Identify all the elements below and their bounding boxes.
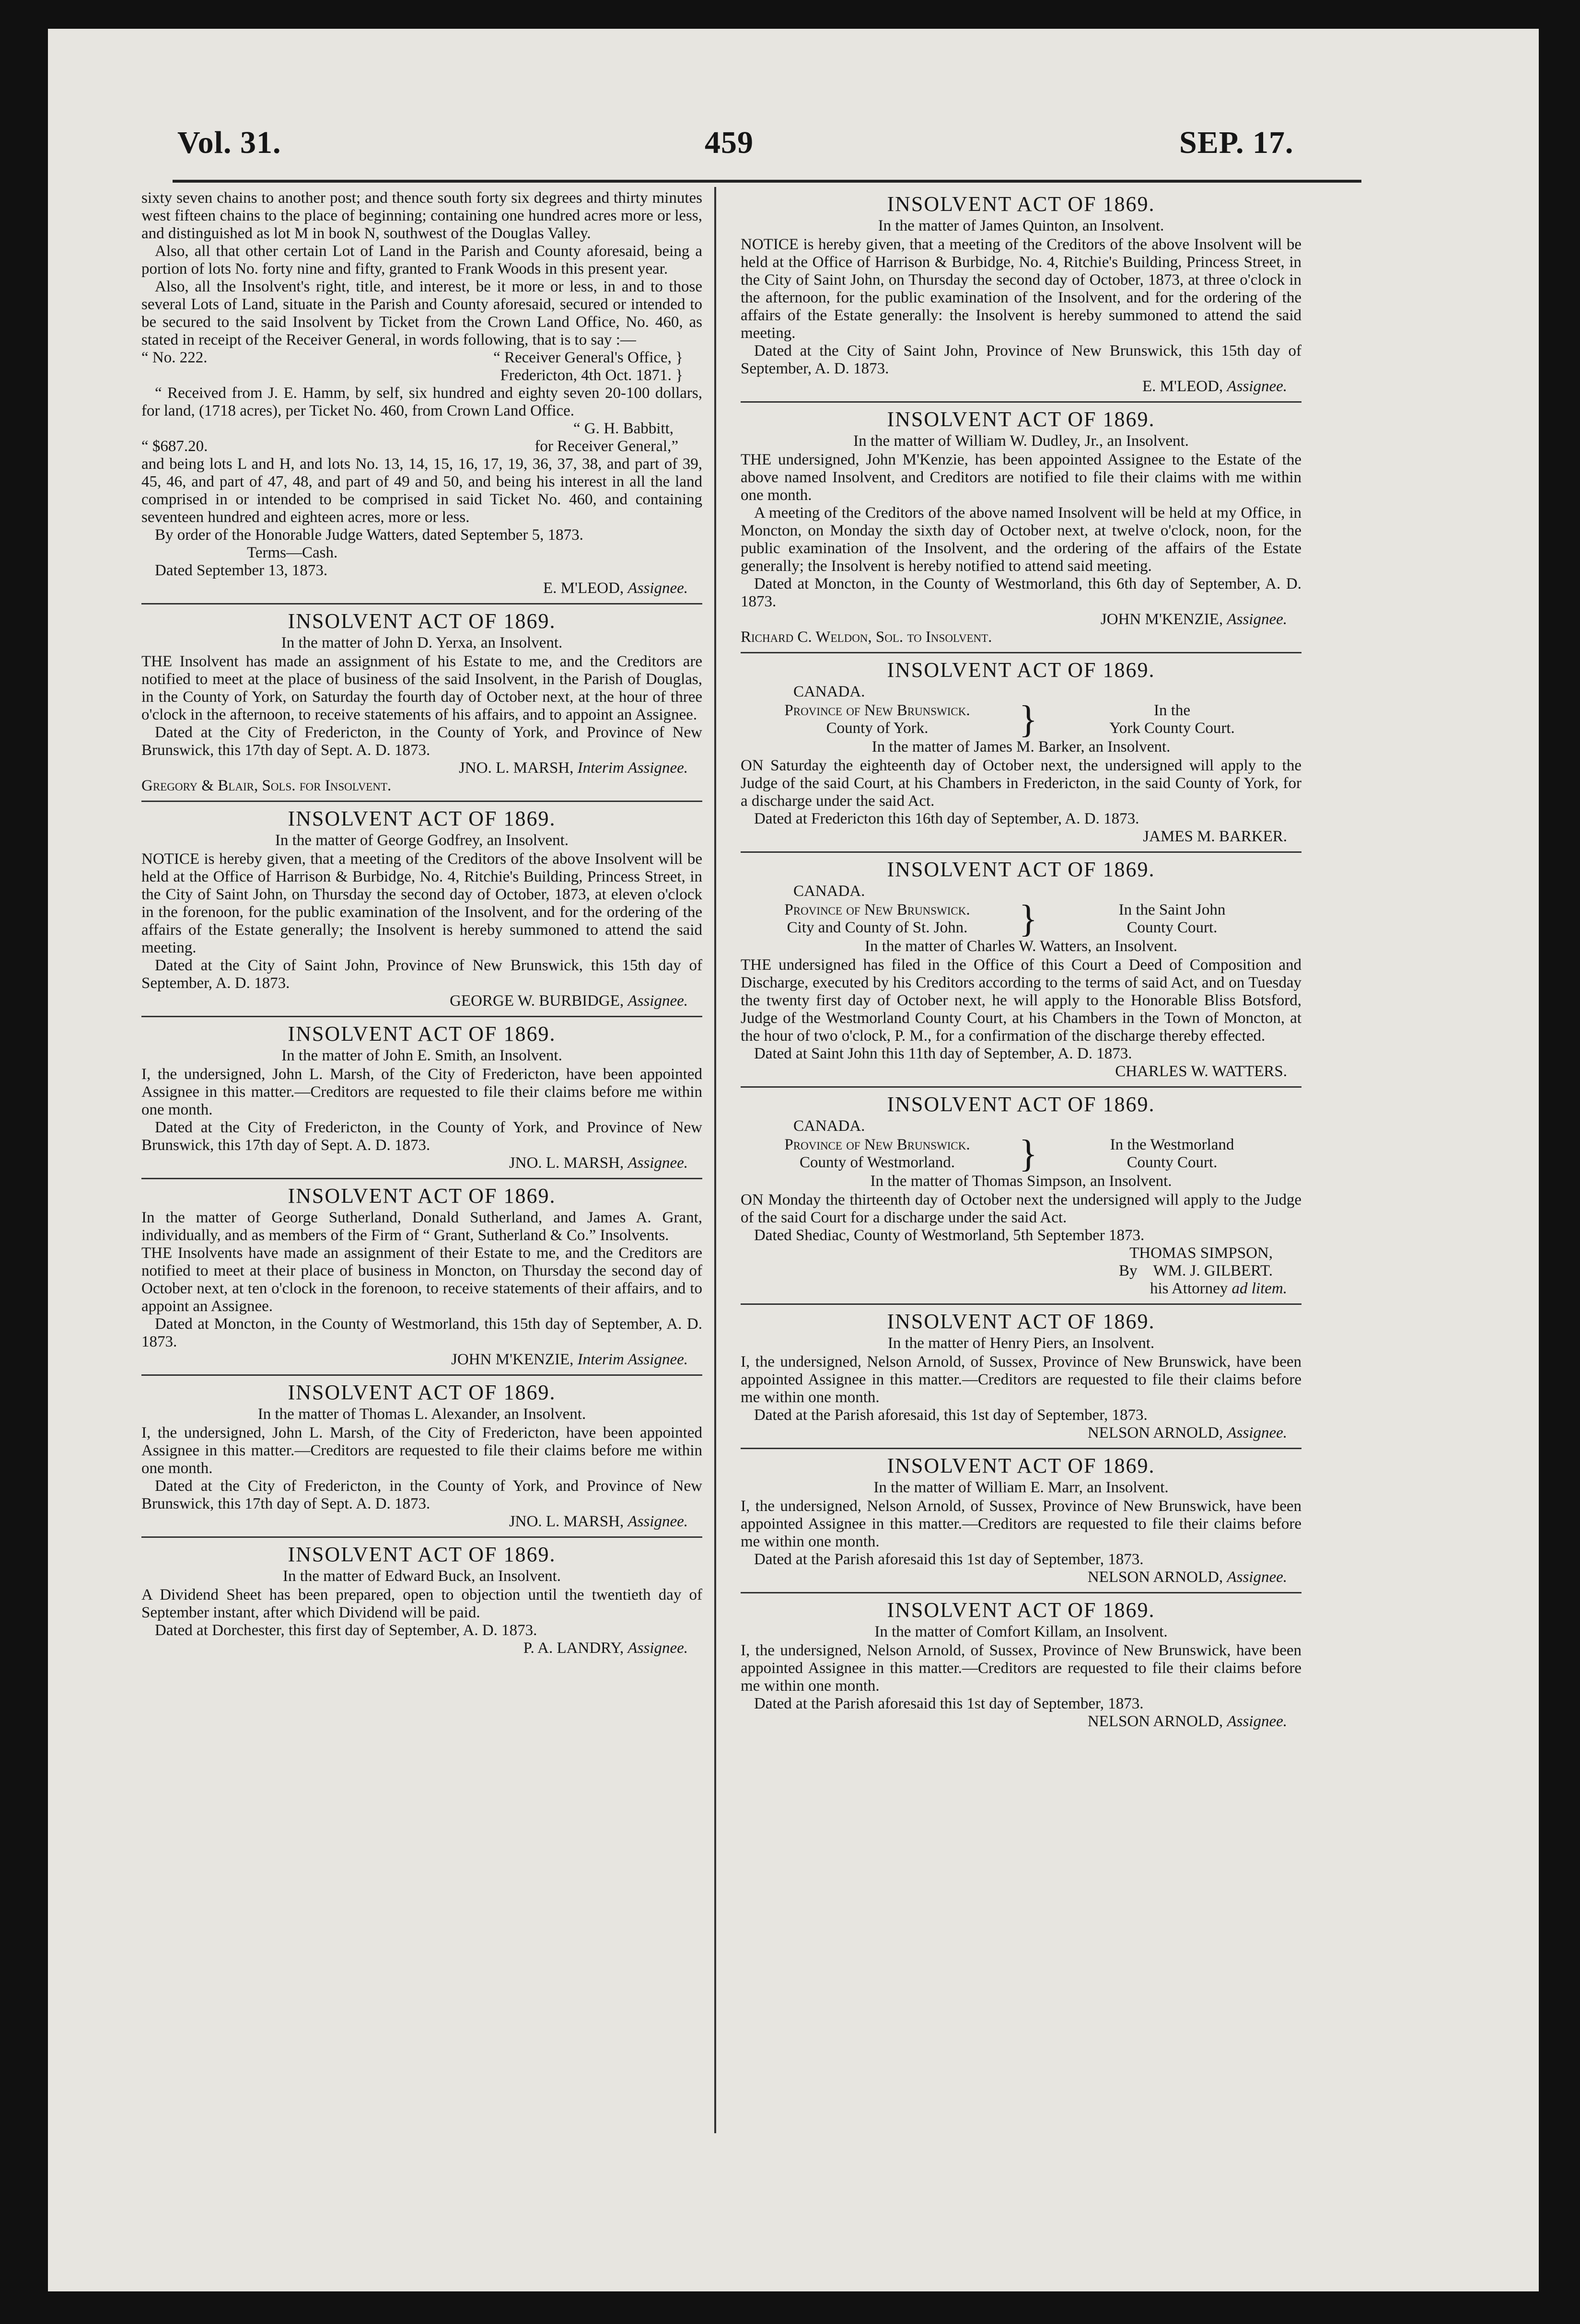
paragraph: Also, all that other certain Lot of Land in the Parish and County aforesaid, being a portion of lots No. forty nine and fifty, granted to Frank Woods in this present year.	[141, 243, 702, 278]
notice-quinton	[741, 192, 1301, 395]
notice-smith	[141, 1022, 702, 1172]
paragraph: “ Received from J. E. Hamm, by self, six hundred and eighty seven 20-100 dollars, for land, (1718 acres), per Ticket No. 460, from Crown Land Office.	[141, 384, 702, 419]
section-rule	[741, 851, 1301, 853]
notice-title: INSOLVENT ACT OF 1869.	[887, 1454, 1155, 1477]
signature: THOMAS SIMPSON,	[1129, 1244, 1273, 1262]
caption-right: In the Saint John County Court.	[1118, 901, 1226, 936]
notice-marr	[741, 1454, 1301, 1586]
left-column	[141, 189, 702, 1657]
dated-line: Dated at Moncton, in the County of Westmorland, this 15th day of September, A. D. 1873.	[141, 1315, 702, 1350]
solicitors: Gregory & Blair, Sols. for Insolvent.	[141, 777, 392, 794]
notice-body: THE Insolvent has made an assignment of his Estate to me, and the Creditors are notified to meet at the place of business of the said Insolvent, in the Parish of Douglas, in the County of York, on Saturday the fourth day of October next, at the hour of three o'clock in the afternoon, to receive statements of his affairs, and to appoint an Assignee.	[141, 653, 702, 723]
section-rule	[741, 1448, 1301, 1449]
section-rule	[741, 1592, 1301, 1593]
caption-left: Province of New Brunswick. County of Westmorland.	[784, 1136, 970, 1171]
solicitor: Richard C. Weldon, Sol. to Insolvent.	[741, 628, 992, 646]
notice-alexander	[141, 1381, 702, 1531]
signature: E. M'LEOD, Assignee.	[543, 580, 688, 597]
notice-title: INSOLVENT ACT OF 1869.	[887, 1598, 1155, 1622]
notice-title: INSOLVENT ACT OF 1869.	[288, 807, 556, 830]
section-rule	[141, 603, 702, 604]
receipt-signer: “ G. H. Babbitt,	[573, 420, 674, 437]
notice-body: ON Monday the thirteenth day of October next the undersigned will apply to the Judge of the said Court for a discharge under the said Act.	[741, 1191, 1301, 1226]
notice-title: INSOLVENT ACT OF 1869.	[288, 1543, 556, 1566]
notice-title: INSOLVENT ACT OF 1869.	[887, 858, 1155, 881]
signature: GEORGE W. BURBIDGE, Assignee.	[450, 992, 688, 1010]
signature: JOHN M'KENZIE, Assignee.	[1100, 611, 1287, 628]
section-rule	[741, 1303, 1301, 1305]
paragraph: sixty seven chains to another post; and thence south forty six degrees and thirty minutes west fifteen chains to the place of beginning; containing one hundred acres more or less, and distinguished as lot M in book N, southwest of the Douglas Valley.	[141, 189, 702, 242]
signature-role: his Attorney ad litem.	[1150, 1280, 1287, 1297]
brace: }	[1019, 698, 1038, 741]
dated-line: Dated at the Parish aforesaid, this 1st day of September, 1873.	[754, 1406, 1148, 1424]
caption-left: Province of New Brunswick. County of York.	[784, 702, 970, 737]
receipt-amount: “ $687.20.	[141, 438, 208, 455]
section-rule	[141, 1374, 702, 1376]
signature: E. M'LEOD, Assignee.	[1142, 378, 1287, 395]
section-rule	[141, 1178, 702, 1179]
brace: }	[1019, 1133, 1038, 1175]
notice-title: INSOLVENT ACT OF 1869.	[288, 1184, 556, 1208]
signature: NELSON ARNOLD, Assignee.	[1087, 1424, 1287, 1441]
receipt-amount-row	[141, 438, 702, 455]
paragraph: By order of the Honorable Judge Watters, dated September 5, 1873.	[155, 526, 583, 544]
dated-line: Dated at the City of Fredericton, in the County of York, and Province of New Brunswick, this 17th day of Sept. A. D. 1873.	[141, 724, 702, 759]
receipt-heading	[141, 349, 702, 367]
notice-title: INSOLVENT ACT OF 1869.	[288, 1022, 556, 1046]
dated-line: Dated at the City of Saint John, Province of New Brunswick, this 15th day of September, A. D. 1873.	[741, 342, 1301, 377]
notice-matter: In the matter of Thomas L. Alexander, an Insolvent.	[257, 1406, 586, 1423]
notice-body: NOTICE is hereby given, that a meeting of the Creditors of the above Insolvent will be held at the Office of Harrison & Burbidge, No. 4, Ritchie's Building, Princess Street, in the City of Saint John, on Thursday the second day of October, 1873, at eleven o'clock in the forenoon, for the public examination of the Insolvent, and for the ordering of the affairs of the Estate generally; the Insolvent is hereby summoned to attend the said meeting.	[141, 850, 702, 956]
signature: JAMES M. BARKER.	[1143, 828, 1287, 845]
notice-title: INSOLVENT ACT OF 1869.	[887, 192, 1155, 216]
notice-matter: In the matter of John D. Yerxa, an Insolvent.	[281, 634, 563, 651]
column-divider	[714, 187, 716, 2133]
receipt-office: “ Receiver General's Office, }	[493, 349, 683, 366]
notice-body: ON Saturday the eighteenth day of October next, the undersigned will apply to the Judge of the said Court, at his Chambers in Fredericton, in the said County of York, for a discharge under the said Act.	[741, 757, 1301, 810]
notice-body: I, the undersigned, John L. Marsh, of the City of Fredericton, have been appointed Assignee in this matter.—Creditors are requested to file their claims before me within one month.	[141, 1066, 702, 1118]
notice-body: I, the undersigned, John L. Marsh, of the City of Fredericton, have been appointed Assignee in this matter.—Creditors are requested to file their claims before me within one month.	[141, 1424, 702, 1477]
section-rule	[741, 1086, 1301, 1088]
court-caption	[741, 1133, 1301, 1175]
dated-line: Dated at Dorchester, this first day of September, A. D. 1873.	[155, 1622, 537, 1639]
dated-line: Dated at Saint John this 11th day of September, A. D. 1873.	[754, 1045, 1132, 1062]
dated-line: Dated at the Parish aforesaid this 1st day of September, 1873.	[754, 1695, 1144, 1712]
notice-dudley	[741, 407, 1301, 646]
notice-title: INSOLVENT ACT OF 1869.	[288, 1381, 556, 1404]
section-rule	[141, 1536, 702, 1538]
notice-matter: In the matter of James Quinton, an Insolvent.	[878, 217, 1164, 234]
canada-label: CANADA.	[793, 1117, 865, 1135]
signature: JNO. L. MARSH, Assignee.	[509, 1513, 688, 1530]
receipt-number: “ No. 222.	[141, 349, 208, 366]
caption-right: In the York County Court.	[1109, 702, 1235, 737]
notice-matter: In the matter of Thomas Simpson, an Insolvent.	[870, 1173, 1172, 1190]
notice-title: INSOLVENT ACT OF 1869.	[288, 609, 556, 633]
notice-body: NOTICE is hereby given, that a meeting of the Creditors of the above Insolvent will be held at the Office of Harrison & Burbidge, No. 4, Ritchie's Building, Princess Street, in the City of Saint John, on Thursday the second day of October, 1873, at three o'clock in the afternoon, for the public examination of the Insolvent, and for the ordering of the affairs of the Estate generally: the Insolvent is hereby summoned to attend the said meeting.	[741, 236, 1301, 342]
notice-body: A Dividend Sheet has been prepared, open to objection until the twentieth day of September instant, after which Dividend will be paid.	[141, 1586, 702, 1621]
dated-line: Dated at the City of Fredericton, in the County of York, and Province of New Brunswick, this 17th day of Sept. A. D. 1873.	[141, 1477, 702, 1512]
notice-yerxa	[141, 609, 702, 795]
notice-matter: In the matter of George Godfrey, an Insolvent.	[275, 832, 569, 849]
notice-body: I, the undersigned, Nelson Arnold, of Sussex, Province of New Brunswick, have been appointed Assignee in this matter.—Creditors are requested to file their claims before me within one month.	[741, 1498, 1301, 1550]
notice-body: A meeting of the Creditors of the above named Insolvent will be held at my Office, in Moncton, on Monday the sixth day of October next, at twelve o'clock, noon, for the public examination of the Insolvent, and the ordering of the affairs of the Estate generally; the Insolvent is hereby notified to attend said meeting.	[741, 504, 1301, 575]
notice-matter: In the matter of John E. Smith, an Insolvent.	[281, 1047, 562, 1064]
brace: }	[1019, 898, 1038, 940]
issue-date: SEP. 17.	[1179, 125, 1294, 160]
notice-lot-description	[141, 189, 702, 597]
terms: Terms—Cash.	[247, 544, 338, 561]
notice-matter: In the matter of Comfort Killam, an Insolvent.	[874, 1623, 1168, 1640]
dated-line: Dated Shediac, County of Westmorland, 5th September 1873.	[754, 1227, 1145, 1244]
volume-number: Vol. 31.	[177, 125, 281, 160]
page-number: 459	[705, 125, 754, 160]
page-header	[48, 29, 1539, 187]
dated-line: Dated at the City of Saint John, Province of New Brunswick, this 15th day of September, A. D. 1873.	[141, 957, 702, 992]
notice-simpson	[741, 1092, 1301, 1298]
notice-matter: In the matter of Charles W. Watters, an Insolvent.	[865, 938, 1177, 955]
caption-right: In the Westmorland County Court.	[1110, 1136, 1234, 1171]
notice-godfrey	[141, 807, 702, 1010]
notice-barker	[741, 658, 1301, 846]
signature: JOHN M'KENZIE, Interim Assignee.	[451, 1351, 688, 1368]
court-caption	[741, 898, 1301, 940]
notice-matter: In the matter of William W. Dudley, Jr., an Insolvent.	[853, 432, 1189, 450]
notice-piers	[741, 1310, 1301, 1442]
signature: JNO. L. MARSH, Assignee.	[509, 1154, 688, 1172]
notice-matter: In the matter of William E. Marr, an Insolvent.	[873, 1479, 1169, 1496]
dated-line: Dated at Fredericton this 16th day of September, A. D. 1873.	[754, 810, 1139, 827]
section-rule	[141, 1016, 702, 1017]
dated-line: Dated at the City of Fredericton, in the County of York, and Province of New Brunswick, this 17th day of Sept. A. D. 1873.	[141, 1119, 702, 1154]
notice-matter: In the matter of Edward Buck, an Insolvent.	[282, 1568, 561, 1585]
right-column	[741, 189, 1301, 1731]
notice-sutherland	[141, 1184, 702, 1369]
notice-body: I, the undersigned, Nelson Arnold, of Sussex, Province of New Brunswick, have been appointed Assignee in this matter.—Creditors are requested to file their claims before me within one month.	[741, 1642, 1301, 1695]
section-rule	[741, 652, 1301, 653]
notice-body: THE Insolvents have made an assignment of their Estate to me, and the Creditors are notified to meet at their place of business in Moncton, on Thursday the second day of October next, at ten o'clock in the forenoon, to receive statements of their affairs, and to appoint an Assignee.	[141, 1244, 702, 1315]
notice-body: THE undersigned has filed in the Office of this Court a Deed of Composition and Discharge, executed by his Creditors according to the terms of said Act, and on Tuesday the twenty first day of October next, he will apply to the Honorable Bliss Botsford, Judge of the Westmorland County Court, at his Chambers in the Town of Moncton, at the hour of two o'clock, P. M., for a confirmation of the discharge thereby effected.	[741, 956, 1301, 1045]
paragraph: Also, all the Insolvent's right, title, and interest, be it more or less, in and to those several Lots of Land, situate in the Parish and County aforesaid, secured or intended to be secured to the said Insolvent by Ticket from the Crown Land Office, No. 460, as stated in receipt of the Receiver General, in words following, that is to say :—	[141, 278, 702, 349]
notice-title: INSOLVENT ACT OF 1869.	[887, 1310, 1155, 1333]
dated-line: Dated at Moncton, in the County of Westmorland, this 6th day of September, A. D. 1873.	[741, 575, 1301, 610]
header-rule	[173, 180, 1361, 183]
notice-title: INSOLVENT ACT OF 1869.	[887, 1092, 1155, 1116]
receipt-for: for Receiver General,”	[534, 438, 678, 455]
notice-buck	[141, 1543, 702, 1657]
signature: NELSON ARNOLD, Assignee.	[1087, 1713, 1287, 1730]
notice-matter: In the matter of Henry Piers, an Insolvent.	[887, 1335, 1155, 1352]
signature-by: By WM. J. GILBERT.	[1119, 1262, 1273, 1279]
notice-killam	[741, 1598, 1301, 1731]
gazette-page	[48, 29, 1539, 2291]
notice-matter: In the matter of George Sutherland, Donald Sutherland, and James A. Grant, individually, and as members of the Firm of “ Grant, Sutherland & Co.” Insolvents.	[141, 1209, 702, 1244]
signature: NELSON ARNOLD, Assignee.	[1087, 1569, 1287, 1586]
section-rule	[741, 401, 1301, 403]
court-caption	[741, 698, 1301, 741]
canada-label: CANADA.	[793, 683, 865, 700]
notice-watters	[741, 858, 1301, 1081]
notice-title: INSOLVENT ACT OF 1869.	[887, 658, 1155, 682]
notice-body: I, the undersigned, Nelson Arnold, of Sussex, Province of New Brunswick, have been appointed Assignee in this matter.—Creditors are requested to file their claims before me within one month.	[741, 1353, 1301, 1406]
dated-line: Dated September 13, 1873.	[155, 562, 328, 579]
canada-label: CANADA.	[793, 883, 865, 900]
notice-body: THE undersigned, John M'Kenzie, has been appointed Assignee to the Estate of the above named Insolvent, and Creditors are notified to file their claims with me within one month.	[741, 451, 1301, 504]
notice-title: INSOLVENT ACT OF 1869.	[887, 407, 1155, 431]
caption-left: Province of New Brunswick. City and County of St. John.	[784, 901, 970, 936]
receipt-place-date: Fredericton, 4th Oct. 1871. }	[500, 367, 683, 384]
signature: JNO. L. MARSH, Interim Assignee.	[459, 759, 688, 777]
section-rule	[141, 801, 702, 802]
signature: P. A. LANDRY, Assignee.	[523, 1639, 688, 1657]
signature: CHARLES W. WATTERS.	[1115, 1063, 1287, 1080]
dated-line: Dated at the Parish aforesaid this 1st day of September, 1873.	[754, 1551, 1144, 1568]
paragraph: and being lots L and H, and lots No. 13, 14, 15, 16, 17, 19, 36, 37, 38, and part of 39, 45, 46, and part of 47, 48, and part of 49 and 50, and being his interest in all the land comprised in or intended to be comprised in said Ticket No. 460, and containing seventeen hundred and eighteen acres, more or less.	[141, 455, 702, 526]
notice-matter: In the matter of James M. Barker, an Insolvent.	[871, 738, 1171, 755]
